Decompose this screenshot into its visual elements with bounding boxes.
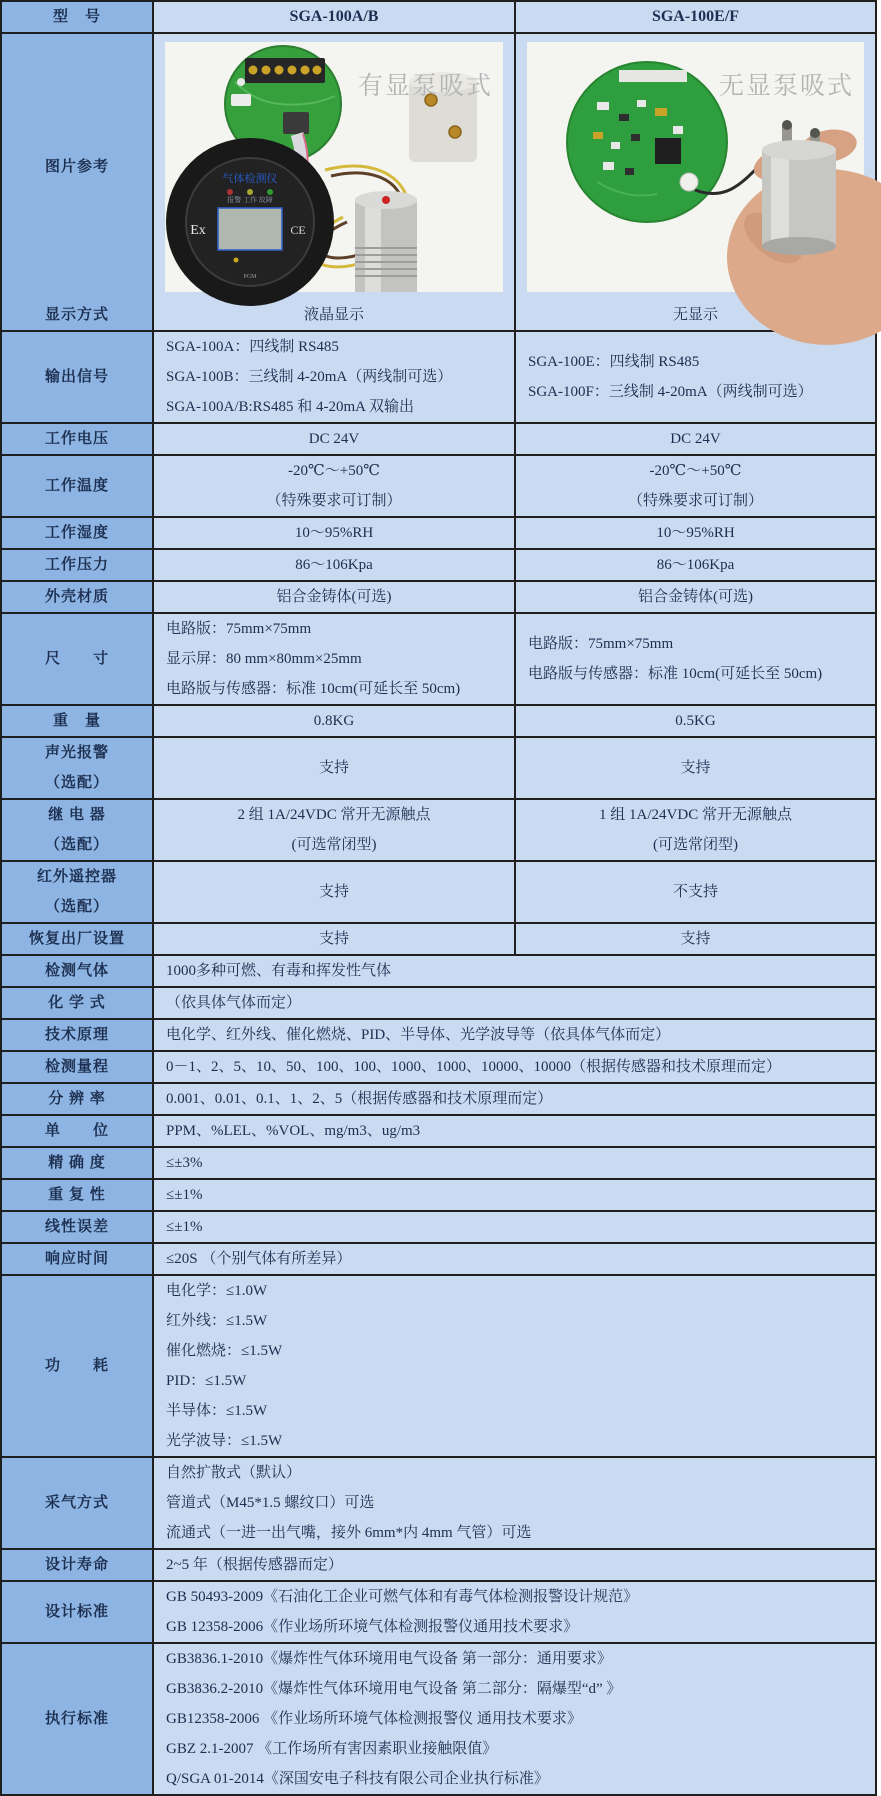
text-line: 支持	[680, 931, 711, 947]
row-label	[2, 706, 152, 736]
text-line: 化 学 式	[48, 995, 106, 1011]
table-row	[2, 1210, 875, 1242]
row-value-b	[514, 550, 875, 580]
gas-sensor-a	[355, 191, 417, 292]
text-line: 10～95%RH	[656, 525, 735, 541]
table-row	[2, 1580, 875, 1642]
text-line: 尺 寸	[44, 651, 109, 667]
table-row	[2, 1642, 875, 1794]
image-reference-row	[2, 32, 875, 300]
text-line: 检测气体	[44, 963, 109, 979]
row-label	[2, 1084, 152, 1114]
pgm-text: PGM	[243, 274, 257, 280]
detector-head	[166, 138, 334, 306]
row-value-a	[152, 550, 514, 580]
row-label	[2, 800, 152, 860]
row-value-b	[514, 738, 875, 798]
text-line: 电路版：75mm×75mm	[528, 636, 674, 652]
text-line: 显示方式	[44, 307, 109, 323]
row-value-a	[152, 424, 514, 454]
table-row	[2, 922, 875, 954]
text-line: ≤±3%	[166, 1155, 203, 1171]
table-row	[2, 1242, 875, 1274]
text-line: 0－1、2、5、10、50、100、100、1000、1000、10000、10000（根据传感器和技术原理而定）	[166, 1059, 782, 1075]
row-value-merged	[152, 988, 875, 1018]
text-line: 催化燃烧：≤1.5W	[166, 1343, 283, 1359]
row-value-merged	[152, 1180, 875, 1210]
model-b-header	[514, 2, 875, 32]
text-line: 显示屏：80 mm×80mm×25mm	[166, 651, 362, 667]
text-line: DC 24V	[670, 431, 721, 447]
row-value-b	[514, 424, 875, 454]
row-label	[2, 1644, 152, 1794]
text-line: 液晶显示	[303, 307, 364, 323]
text-line: 自然扩散式（默认）	[166, 1465, 302, 1481]
device-title-text: 气体检测仪	[222, 173, 278, 185]
text-line: GB 12358-2006《作业场所环境气体检测报警仪通用技术要求》	[166, 1619, 579, 1635]
row-value-b	[514, 924, 875, 954]
row-value-merged	[152, 1582, 875, 1642]
text-line: 响应时间	[44, 1251, 109, 1267]
text-line: 执行标准	[44, 1711, 109, 1727]
row-value-b	[514, 800, 875, 860]
text-line: 电化学、红外线、催化燃烧、PID、半导体、光学波导等（依具体气体而定）	[166, 1027, 671, 1043]
row-value-merged	[152, 1020, 875, 1050]
text-line: 电化学：≤1.0W	[166, 1283, 268, 1299]
row-value-b	[514, 518, 875, 548]
table-row	[2, 1274, 875, 1456]
ex-mark: Ex	[190, 223, 206, 238]
row-value-a	[152, 862, 514, 922]
text-line: （选配）	[44, 899, 109, 915]
text-line: (可选常闭型)	[291, 837, 377, 853]
text-line: 红外遥控器	[36, 869, 117, 885]
row-label	[2, 550, 152, 580]
text-line: -20℃～+50℃	[287, 463, 380, 479]
row-value-merged	[152, 1052, 875, 1082]
text-line: 声光报警	[44, 745, 109, 761]
row-label	[2, 1550, 152, 1580]
text-line: 工作温度	[44, 478, 109, 494]
text-line: 管道式（M45*1.5 螺纹口）可选	[166, 1495, 375, 1511]
table-row	[2, 860, 875, 922]
table-row	[2, 986, 875, 1018]
table-row	[2, 1178, 875, 1210]
text-line: 电路版与传感器：标准 10cm(可延长至 50cm)	[528, 666, 823, 682]
led-labels-text: 报警 工作 故障	[227, 196, 273, 204]
text-line: GB12358-2006 《作业场所环境气体检测报警仪 通用技术要求》	[166, 1711, 582, 1727]
text-line: 技术原理	[44, 1027, 109, 1043]
row-label	[2, 1244, 152, 1274]
text-line: （依具体气体而定）	[166, 995, 302, 1011]
pcb-bare	[567, 62, 727, 222]
text-line: SGA-100E：四线制 RS485	[528, 354, 700, 370]
text-line: SGA-100F：三线制 4-20mA（两线制可选）	[528, 384, 813, 400]
row-value-merged	[152, 1276, 875, 1456]
row-label	[2, 424, 152, 454]
table-row	[2, 798, 875, 860]
row-value-merged	[152, 1116, 875, 1146]
text-line: 无显示	[672, 307, 718, 323]
row-label	[2, 1148, 152, 1178]
table-row	[2, 1548, 875, 1580]
watermark-b: 无显泵吸式	[718, 72, 854, 100]
model-a-text: SGA-100A/B	[289, 8, 379, 25]
row-value-a	[152, 300, 514, 330]
text-line: ≤20S （个别气体有所差异）	[166, 1251, 352, 1267]
text-line: 外壳材质	[44, 589, 109, 605]
row-value-a	[152, 332, 514, 422]
row-label	[2, 582, 152, 612]
text-line: （特殊要求可订制）	[266, 493, 402, 509]
row-value-merged	[152, 1458, 875, 1548]
text-line: GB 50493-2009《石油化工企业可燃气体和有毒气体检测报警设计规范》	[166, 1589, 639, 1605]
table-row	[2, 1456, 875, 1548]
text-line: （选配）	[44, 837, 109, 853]
text-line: 工作湿度	[44, 525, 109, 541]
text-line: 86～106Kpa	[295, 557, 373, 573]
table-row	[2, 704, 875, 736]
text-line: 工作电压	[44, 431, 109, 447]
row-value-merged	[152, 1084, 875, 1114]
text-line: GB3836.2-2010《爆炸性气体环境用电气设备 第二部分：隔爆型“d” 》	[166, 1681, 622, 1697]
row-value-merged	[152, 956, 875, 986]
text-line: 光学波导：≤1.5W	[166, 1433, 283, 1449]
table-row	[2, 1114, 875, 1146]
text-line: 红外线：≤1.5W	[166, 1313, 268, 1329]
row-value-b	[514, 332, 875, 422]
row-value-merged	[152, 1212, 875, 1242]
row-label	[2, 300, 152, 330]
model-a-header	[152, 2, 514, 32]
text-line: 铝合金铸体(可选)	[638, 589, 753, 605]
text-line: 半导体：≤1.5W	[166, 1403, 268, 1419]
row-label	[2, 1180, 152, 1210]
text-line: (可选常闭型)	[653, 837, 738, 853]
row-value-merged	[152, 1148, 875, 1178]
text-line: 工作压力	[44, 557, 109, 573]
row-label	[2, 1020, 152, 1050]
row-value-a	[152, 706, 514, 736]
text-line: 分 辨 率	[48, 1091, 106, 1107]
text-line: （特殊要求可订制）	[627, 493, 763, 509]
product-photo-b	[527, 42, 864, 292]
row-label	[2, 518, 152, 548]
text-line: 电路版：75mm×75mm	[166, 621, 312, 637]
text-line: 设计寿命	[44, 1557, 109, 1573]
header-label-text: 型 号	[52, 9, 101, 25]
row-value-a	[152, 456, 514, 516]
text-line: GBZ 2.1-2007 《工作场所有害因素职业接触限值》	[166, 1741, 498, 1757]
spec-rows	[2, 300, 875, 1794]
text-line: 0.8KG	[313, 713, 355, 729]
text-line: 流通式（一进一出气嘴，接外 6mm*内 4mm 气管）可选	[166, 1525, 532, 1541]
row-value-a	[152, 518, 514, 548]
table-row	[2, 1050, 875, 1082]
row-label	[2, 924, 152, 954]
table-row	[2, 954, 875, 986]
text-line: 支持	[318, 884, 349, 900]
text-line: 支持	[318, 931, 349, 947]
product-photo-a	[165, 42, 503, 292]
table-row	[2, 1082, 875, 1114]
table-row	[2, 548, 875, 580]
row-label	[2, 456, 152, 516]
ce-mark: CE	[290, 223, 306, 237]
row-value-merged	[152, 1550, 875, 1580]
table-row	[2, 516, 875, 548]
row-label	[2, 1582, 152, 1642]
table-header-row	[2, 2, 875, 32]
text-line: 0.5KG	[675, 713, 716, 729]
text-line: SGA-100A/B:RS485 和 4-20mA 双输出	[166, 399, 414, 415]
table-row	[2, 454, 875, 516]
row-value-b	[514, 456, 875, 516]
text-line: 1 组 1A/24VDC 常开无源触点	[599, 807, 792, 823]
text-line: PID：≤1.5W	[166, 1373, 247, 1389]
row-value-b	[514, 706, 875, 736]
row-value-merged	[152, 1644, 875, 1794]
text-line: 重 复 性	[48, 1187, 106, 1203]
row-label	[2, 988, 152, 1018]
product-photo-a-cell	[152, 34, 514, 300]
text-line: 1000多种可燃、有毒和挥发性气体	[166, 963, 392, 979]
watermark-a: 有显泵吸式	[357, 72, 493, 100]
table-row	[2, 736, 875, 798]
row-value-a	[152, 614, 514, 704]
text-line: 2 组 1A/24VDC 常开无源触点	[237, 807, 431, 823]
text-line: GB3836.1-2010《爆炸性气体环境用电气设备 第一部分：通用要求》	[166, 1651, 612, 1667]
text-line: 检测量程	[44, 1059, 109, 1075]
text-line: 设计标准	[44, 1604, 109, 1620]
text-line: 输出信号	[44, 369, 109, 385]
row-value-a	[152, 582, 514, 612]
row-label	[2, 862, 152, 922]
text-line: 恢复出厂设置	[28, 931, 125, 947]
table-row	[2, 330, 875, 422]
text-line: 精 确 度	[48, 1155, 106, 1171]
table-row	[2, 580, 875, 612]
row-label	[2, 1116, 152, 1146]
row-label	[2, 956, 152, 986]
text-line: PPM、%LEL、%VOL、mg/m3、ug/m3	[166, 1123, 421, 1139]
text-line: Q/SGA 01-2014《深国安电子科技有限公司企业执行标准》	[166, 1771, 549, 1787]
row-label	[2, 614, 152, 704]
image-row-label-text: 图片参考	[44, 159, 109, 175]
table-row	[2, 422, 875, 454]
table-row	[2, 1018, 875, 1050]
text-line: -20℃～+50℃	[649, 463, 742, 479]
text-line: 铝合金铸体(可选)	[276, 589, 392, 605]
row-label	[2, 1212, 152, 1242]
text-line: 10～95%RH	[294, 525, 374, 541]
text-line: 重 量	[52, 713, 101, 729]
text-line: ≤±1%	[166, 1219, 203, 1235]
text-line: 功 耗	[44, 1358, 109, 1374]
text-line: SGA-100A：四线制 RS485	[166, 339, 339, 355]
model-b-text: SGA-100E/F	[651, 8, 740, 25]
text-line: 支持	[680, 760, 711, 776]
text-line: 电路版与传感器：标准 10cm(可延长至 50cm)	[166, 681, 461, 697]
row-value-merged	[152, 1244, 875, 1274]
row-label	[2, 332, 152, 422]
text-line: 86～106Kpa	[656, 557, 735, 573]
row-label	[2, 1458, 152, 1548]
product-photo-b-cell	[514, 34, 875, 300]
table-row	[2, 612, 875, 704]
row-label	[2, 1052, 152, 1082]
text-line: 单 位	[44, 1123, 109, 1139]
text-line: 2~5 年（根据传感器而定）	[166, 1557, 343, 1573]
text-line: （选配）	[44, 775, 109, 791]
model-header-label	[2, 2, 152, 32]
text-line: DC 24V	[308, 431, 360, 447]
text-line: 继 电 器	[48, 807, 106, 823]
text-line: 0.001、0.01、0.1、1、2、5（根据传感器和技术原理而定）	[166, 1091, 553, 1107]
row-value-b	[514, 614, 875, 704]
text-line: 不支持	[672, 884, 718, 900]
row-value-a	[152, 924, 514, 954]
row-value-b	[514, 582, 875, 612]
row-value-a	[152, 738, 514, 798]
table-row	[2, 1146, 875, 1178]
text-line: ≤±1%	[166, 1187, 203, 1203]
text-line: 采气方式	[44, 1495, 109, 1511]
text-line: SGA-100B：三线制 4-20mA（两线制可选）	[166, 369, 453, 385]
row-value-a	[152, 800, 514, 860]
row-value-b	[514, 862, 875, 922]
text-line: 支持	[318, 760, 349, 776]
row-label	[2, 738, 152, 798]
row-label	[2, 1276, 152, 1456]
image-row-label	[2, 34, 152, 300]
text-line: 线性误差	[44, 1219, 109, 1235]
